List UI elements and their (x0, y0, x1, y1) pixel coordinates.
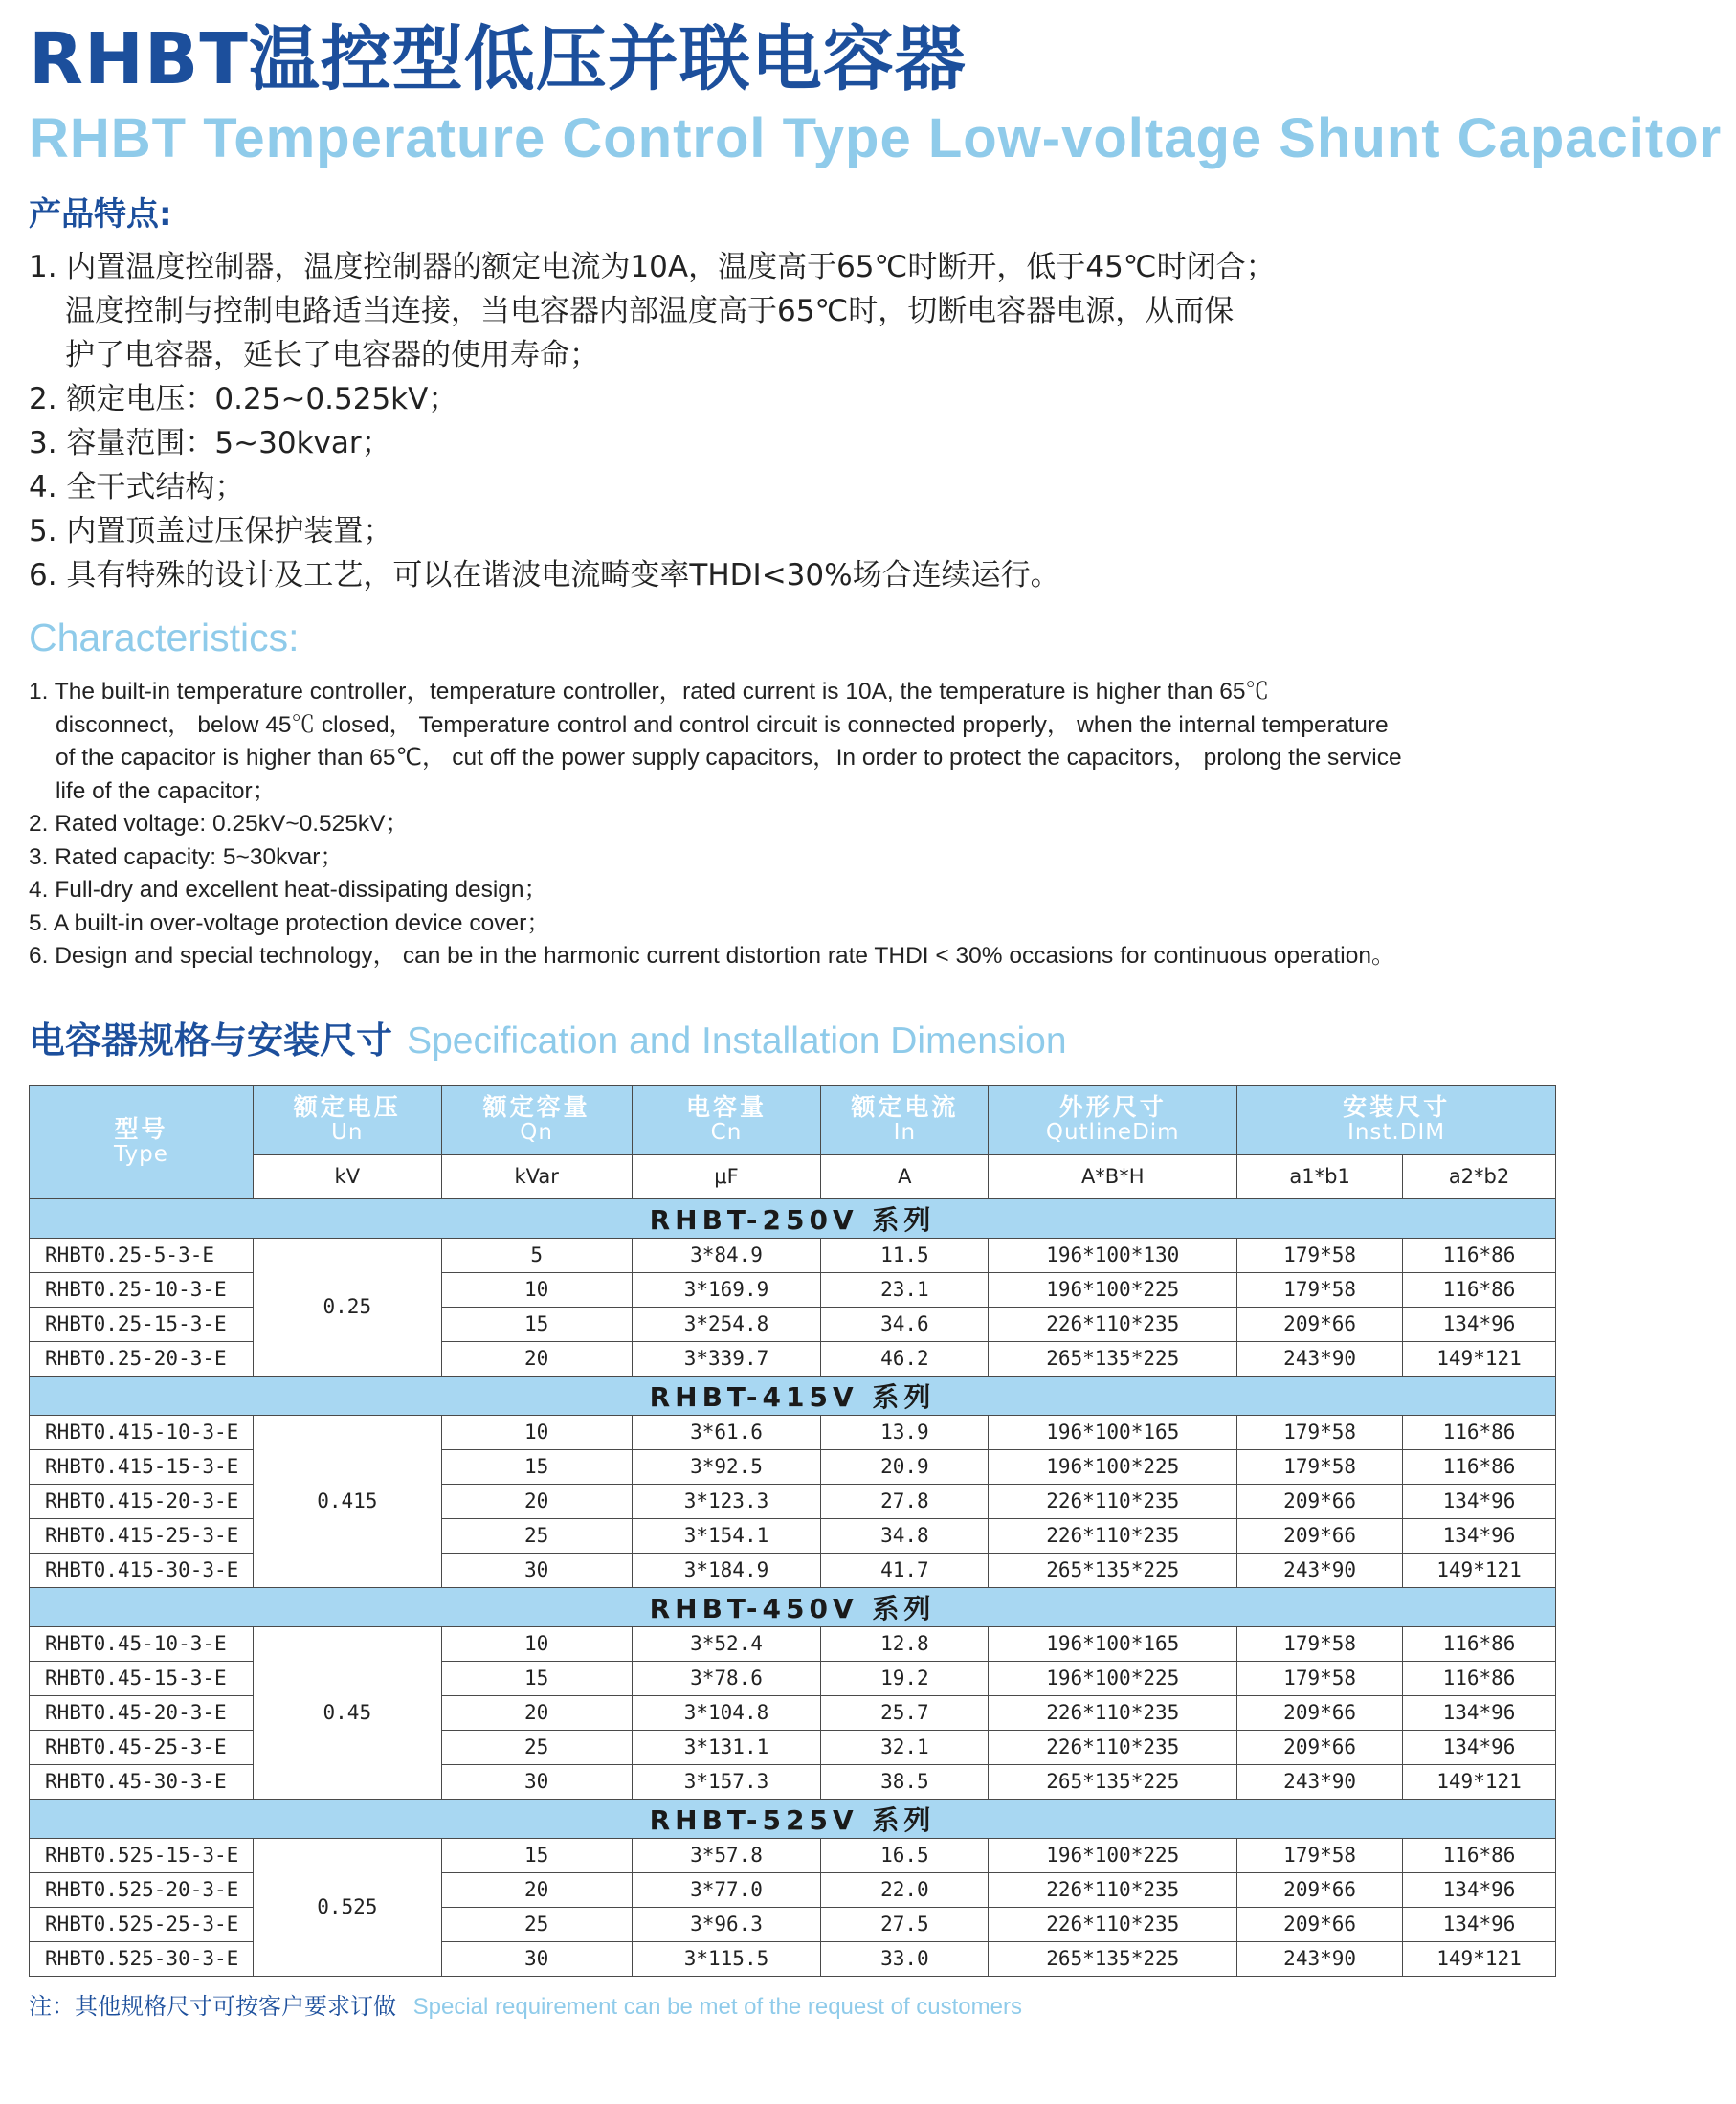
cn-cell: 3*104.8 (632, 1695, 821, 1730)
a2b2-cell: 116*86 (1403, 1238, 1556, 1272)
qn-cell: 5 (441, 1238, 632, 1272)
qn-cell: 15 (441, 1307, 632, 1341)
qn-cell: 20 (441, 1341, 632, 1376)
model-cell: RHBT0.525-30-3-E (30, 1941, 254, 1976)
dim-cell: 226*110*235 (989, 1695, 1237, 1730)
characteristic-item (29, 841, 1723, 875)
feature-item (29, 245, 1723, 377)
feature-line: 3. 容量范围：5~30kvar； (29, 426, 391, 460)
qn-cell: 20 (441, 1872, 632, 1907)
a2b2-cell: 134*96 (1403, 1307, 1556, 1341)
in-cell: 16.5 (821, 1838, 989, 1872)
a1b1-cell: 209*66 (1237, 1484, 1403, 1518)
table-row (30, 1238, 1556, 1272)
in-cell: 25.7 (821, 1695, 989, 1730)
a1b1-cell: 179*58 (1237, 1272, 1403, 1307)
in-cell: 46.2 (821, 1341, 989, 1376)
cn-cell: 3*131.1 (632, 1730, 821, 1764)
series-label: RHBT-250V 系列 (30, 1198, 1556, 1238)
a1b1-cell: 179*58 (1237, 1626, 1403, 1661)
qn-cell: 10 (441, 1272, 632, 1307)
model-cell: RHBT0.25-15-3-E (30, 1307, 254, 1341)
spec-table (29, 1085, 1556, 1977)
feature-line: 6. 具有特殊的设计及工艺，可以在谐波电流畸变率THDI<30%场合连续运行。 (29, 558, 1060, 593)
a1b1-cell: 179*58 (1237, 1838, 1403, 1872)
cn-cell: 3*77.0 (632, 1872, 821, 1907)
a1b1-cell: 179*58 (1237, 1661, 1403, 1695)
series-label: RHBT-415V 系列 (30, 1376, 1556, 1415)
model-cell: RHBT0.25-10-3-E (30, 1272, 254, 1307)
a1b1-cell: 243*90 (1237, 1553, 1403, 1587)
in-cell: 27.5 (821, 1907, 989, 1941)
characteristics-list (29, 676, 1723, 974)
a2b2-cell: 149*121 (1403, 1341, 1556, 1376)
dim-cell: 265*135*225 (989, 1341, 1237, 1376)
model-cell: RHBT0.415-15-3-E (30, 1449, 254, 1484)
qn-cell: 20 (441, 1695, 632, 1730)
note-en: Special requirement can be met of the request of customers (412, 1993, 1022, 2020)
dim-cell: 226*110*235 (989, 1484, 1237, 1518)
in-cell: 13.9 (821, 1415, 989, 1449)
dim-cell: 226*110*235 (989, 1872, 1237, 1907)
cn-cell: 3*96.3 (632, 1907, 821, 1941)
a1b1-cell: 209*66 (1237, 1518, 1403, 1553)
characteristic-item (29, 907, 1723, 941)
a2b2-cell: 116*86 (1403, 1626, 1556, 1661)
header-in (821, 1085, 989, 1155)
dim-cell: 226*110*235 (989, 1518, 1237, 1553)
header-in-en: In (893, 1119, 917, 1145)
note-cn: 注：其他规格尺寸可按客户要求订做 (29, 1992, 396, 2020)
unit-uf: μF (632, 1155, 821, 1198)
header-qn (441, 1085, 632, 1155)
feature-item (29, 421, 1723, 465)
qn-cell: 25 (441, 1518, 632, 1553)
cn-cell: 3*57.8 (632, 1838, 821, 1872)
a2b2-cell: 134*96 (1403, 1695, 1556, 1730)
table-row (30, 1626, 1556, 1661)
qn-cell: 25 (441, 1907, 632, 1941)
characteristics-heading: Characteristics: (29, 616, 300, 660)
characteristic-item (29, 676, 1723, 808)
model-cell: RHBT0.45-15-3-E (30, 1661, 254, 1695)
feature-line: 4. 全干式结构； (29, 470, 245, 504)
series-row (30, 1198, 1556, 1238)
unit-a2b2: a2*b2 (1403, 1155, 1556, 1198)
feature-line: 5. 内置顶盖过压保护装置； (29, 514, 393, 548)
unit-abh: A*B*H (989, 1155, 1237, 1198)
features-heading: 产品特点: (29, 195, 172, 234)
dim-cell: 196*100*225 (989, 1449, 1237, 1484)
feature-item (29, 465, 1723, 509)
characteristic-line: 4. Full-dry and excellent heat-dissipating design； (29, 877, 548, 903)
qn-cell: 10 (441, 1415, 632, 1449)
a1b1-cell: 243*90 (1237, 1764, 1403, 1799)
table-row (30, 1415, 1556, 1449)
header-un-en: Un (331, 1119, 364, 1145)
header-type (30, 1085, 254, 1198)
qn-cell: 20 (441, 1484, 632, 1518)
cn-cell: 3*339.7 (632, 1341, 821, 1376)
a2b2-cell: 134*96 (1403, 1872, 1556, 1907)
feature-item (29, 553, 1723, 597)
a2b2-cell: 149*121 (1403, 1553, 1556, 1587)
characteristic-line: 1. The built-in temperature controller，temperature controller，rated current is 10A, the temperature is higher than 65℃ (29, 679, 1269, 705)
unit-kv: kV (253, 1155, 441, 1198)
dim-cell: 265*135*225 (989, 1764, 1237, 1799)
model-cell: RHBT0.525-25-3-E (30, 1907, 254, 1941)
cn-cell: 3*169.9 (632, 1272, 821, 1307)
cn-cell: 3*184.9 (632, 1553, 821, 1587)
feature-line: 护了电容器，延长了电容器的使用寿命； (65, 338, 599, 372)
model-cell: RHBT0.45-20-3-E (30, 1695, 254, 1730)
a1b1-cell: 209*66 (1237, 1872, 1403, 1907)
a2b2-cell: 116*86 (1403, 1661, 1556, 1695)
model-cell: RHBT0.415-30-3-E (30, 1553, 254, 1587)
a1b1-cell: 179*58 (1237, 1449, 1403, 1484)
series-label: RHBT-450V 系列 (30, 1587, 1556, 1626)
characteristic-line: 3. Rated capacity: 5~30kvar； (29, 843, 344, 870)
unit-a: A (821, 1155, 989, 1198)
dim-cell: 226*110*235 (989, 1307, 1237, 1341)
cn-cell: 3*254.8 (632, 1307, 821, 1341)
a2b2-cell: 149*121 (1403, 1764, 1556, 1799)
qn-cell: 15 (441, 1838, 632, 1872)
voltage-cell: 0.25 (253, 1238, 441, 1376)
dim-cell: 265*135*225 (989, 1941, 1237, 1976)
in-cell: 23.1 (821, 1272, 989, 1307)
a2b2-cell: 116*86 (1403, 1272, 1556, 1307)
dim-cell: 196*100*225 (989, 1661, 1237, 1695)
a1b1-cell: 209*66 (1237, 1907, 1403, 1941)
model-cell: RHBT0.45-30-3-E (30, 1764, 254, 1799)
qn-cell: 15 (441, 1449, 632, 1484)
a2b2-cell: 134*96 (1403, 1484, 1556, 1518)
spec-heading-cn: 电容器规格与安装尺寸 (29, 1018, 393, 1062)
header-un (253, 1085, 441, 1155)
model-cell: RHBT0.415-25-3-E (30, 1518, 254, 1553)
a2b2-cell: 116*86 (1403, 1415, 1556, 1449)
dim-cell: 196*100*225 (989, 1838, 1237, 1872)
feature-item (29, 509, 1723, 553)
model-cell: RHBT0.525-20-3-E (30, 1872, 254, 1907)
a2b2-cell: 149*121 (1403, 1941, 1556, 1976)
model-cell: RHBT0.45-25-3-E (30, 1730, 254, 1764)
header-type-cn: 型号 (114, 1114, 168, 1143)
header-qn-cn: 额定容量 (482, 1092, 590, 1121)
a2b2-cell: 116*86 (1403, 1838, 1556, 1872)
dim-cell: 196*100*165 (989, 1415, 1237, 1449)
model-cell: RHBT0.25-5-3-E (30, 1238, 254, 1272)
in-cell: 22.0 (821, 1872, 989, 1907)
model-cell: RHBT0.415-10-3-E (30, 1415, 254, 1449)
cn-cell: 3*115.5 (632, 1941, 821, 1976)
header-dim (989, 1085, 1237, 1155)
a2b2-cell: 134*96 (1403, 1518, 1556, 1553)
in-cell: 34.8 (821, 1518, 989, 1553)
voltage-cell: 0.525 (253, 1838, 441, 1976)
cn-cell: 3*92.5 (632, 1449, 821, 1484)
feature-line: 温度控制与控制电路适当连接，当电容器内部温度高于65℃时，切断电容器电源，从而保 (65, 294, 1235, 328)
cn-cell: 3*84.9 (632, 1238, 821, 1272)
series-row (30, 1587, 1556, 1626)
a1b1-cell: 179*58 (1237, 1238, 1403, 1272)
header-cn-en: Cn (710, 1119, 743, 1145)
in-cell: 19.2 (821, 1661, 989, 1695)
title-en: RHBT Temperature Control Type Low-voltage Shunt Capacitor (29, 107, 1723, 169)
header-cn (632, 1085, 821, 1155)
header-un-cn: 额定电压 (293, 1092, 401, 1121)
cn-cell: 3*154.1 (632, 1518, 821, 1553)
series-label: RHBT-525V 系列 (30, 1799, 1556, 1838)
header-inst-cn: 安装尺寸 (1343, 1092, 1451, 1121)
characteristic-line: 5. A built-in over-voltage protection device cover； (29, 909, 550, 936)
in-cell: 11.5 (821, 1238, 989, 1272)
qn-cell: 25 (441, 1730, 632, 1764)
in-cell: 20.9 (821, 1449, 989, 1484)
a2b2-cell: 134*96 (1403, 1730, 1556, 1764)
cn-cell: 3*61.6 (632, 1415, 821, 1449)
dim-cell: 226*110*235 (989, 1907, 1237, 1941)
in-cell: 38.5 (821, 1764, 989, 1799)
series-row (30, 1799, 1556, 1838)
in-cell: 12.8 (821, 1626, 989, 1661)
series-row (30, 1376, 1556, 1415)
table-row (30, 1838, 1556, 1872)
in-cell: 32.1 (821, 1730, 989, 1764)
spec-heading-en: Specification and Installation Dimension (407, 1019, 1067, 1062)
characteristic-line: 2. Rated voltage: 0.25kV~0.525kV； (29, 811, 410, 837)
features-list (29, 245, 1723, 597)
in-cell: 33.0 (821, 1941, 989, 1976)
unit-kvar: kVar (441, 1155, 632, 1198)
spec-heading (29, 1014, 1723, 1075)
characteristic-line: 6. Design and special technology， can be in the harmonic current distortion rate THDI < 30% occasions for continuous operation。 (29, 943, 1395, 969)
feature-item (29, 377, 1723, 421)
a2b2-cell: 134*96 (1403, 1907, 1556, 1941)
header-cn-cn: 电容量 (685, 1092, 767, 1121)
unit-a1b1: a1*b1 (1237, 1155, 1403, 1198)
qn-cell: 30 (441, 1941, 632, 1976)
characteristic-line: life of the capacitor； (56, 777, 277, 804)
page (29, 13, 1723, 2024)
feature-line: 1. 内置温度控制器，温度控制器的额定电流为10A，温度高于65℃时断开，低于45℃时闭合； (29, 250, 1276, 284)
cn-cell: 3*123.3 (632, 1484, 821, 1518)
footer-note (29, 1990, 1723, 2024)
model-cell: RHBT0.415-20-3-E (30, 1484, 254, 1518)
qn-cell: 10 (441, 1626, 632, 1661)
a2b2-cell: 116*86 (1403, 1449, 1556, 1484)
in-cell: 34.6 (821, 1307, 989, 1341)
in-cell: 27.8 (821, 1484, 989, 1518)
qn-cell: 30 (441, 1553, 632, 1587)
voltage-cell: 0.415 (253, 1415, 441, 1587)
qn-cell: 15 (441, 1661, 632, 1695)
a1b1-cell: 243*90 (1237, 1941, 1403, 1976)
characteristic-line: of the capacitor is higher than 65℃， cut off the power supply capacitors，In order to protect the capacitors， prolong the service (56, 745, 1402, 771)
header-dim-cn: 外形尺寸 (1058, 1092, 1167, 1121)
model-cell: RHBT0.45-10-3-E (30, 1626, 254, 1661)
dim-cell: 226*110*235 (989, 1730, 1237, 1764)
title-cn: RHBT温控型低压并联电容器 (29, 18, 967, 101)
header-in-cn: 额定电流 (851, 1092, 959, 1121)
header-inst-en: Inst.DIM (1347, 1119, 1446, 1145)
a1b1-cell: 179*58 (1237, 1415, 1403, 1449)
header-qn-en: Qn (520, 1119, 553, 1145)
in-cell: 41.7 (821, 1553, 989, 1587)
header-inst (1237, 1085, 1556, 1155)
a1b1-cell: 209*66 (1237, 1730, 1403, 1764)
a1b1-cell: 209*66 (1237, 1307, 1403, 1341)
dim-cell: 265*135*225 (989, 1553, 1237, 1587)
characteristic-line: disconnect， below 45℃ closed， Temperature control and control circuit is connected properly， when the internal temperature (56, 711, 1389, 738)
feature-line: 2. 额定电压：0.25~0.525kV； (29, 382, 458, 416)
dim-cell: 196*100*165 (989, 1626, 1237, 1661)
model-cell: RHBT0.25-20-3-E (30, 1341, 254, 1376)
characteristic-item (29, 874, 1723, 907)
dim-cell: 196*100*130 (989, 1238, 1237, 1272)
characteristic-item (29, 808, 1723, 841)
a1b1-cell: 243*90 (1237, 1341, 1403, 1376)
cn-cell: 3*78.6 (632, 1661, 821, 1695)
spec-table-body (30, 1198, 1556, 1976)
cn-cell: 3*52.4 (632, 1626, 821, 1661)
model-cell: RHBT0.525-15-3-E (30, 1838, 254, 1872)
header-type-en: Type (114, 1141, 168, 1167)
characteristic-item (29, 940, 1723, 974)
dim-cell: 196*100*225 (989, 1272, 1237, 1307)
qn-cell: 30 (441, 1764, 632, 1799)
cn-cell: 3*157.3 (632, 1764, 821, 1799)
a1b1-cell: 209*66 (1237, 1695, 1403, 1730)
voltage-cell: 0.45 (253, 1626, 441, 1799)
header-dim-en: QutlineDim (1045, 1119, 1180, 1145)
